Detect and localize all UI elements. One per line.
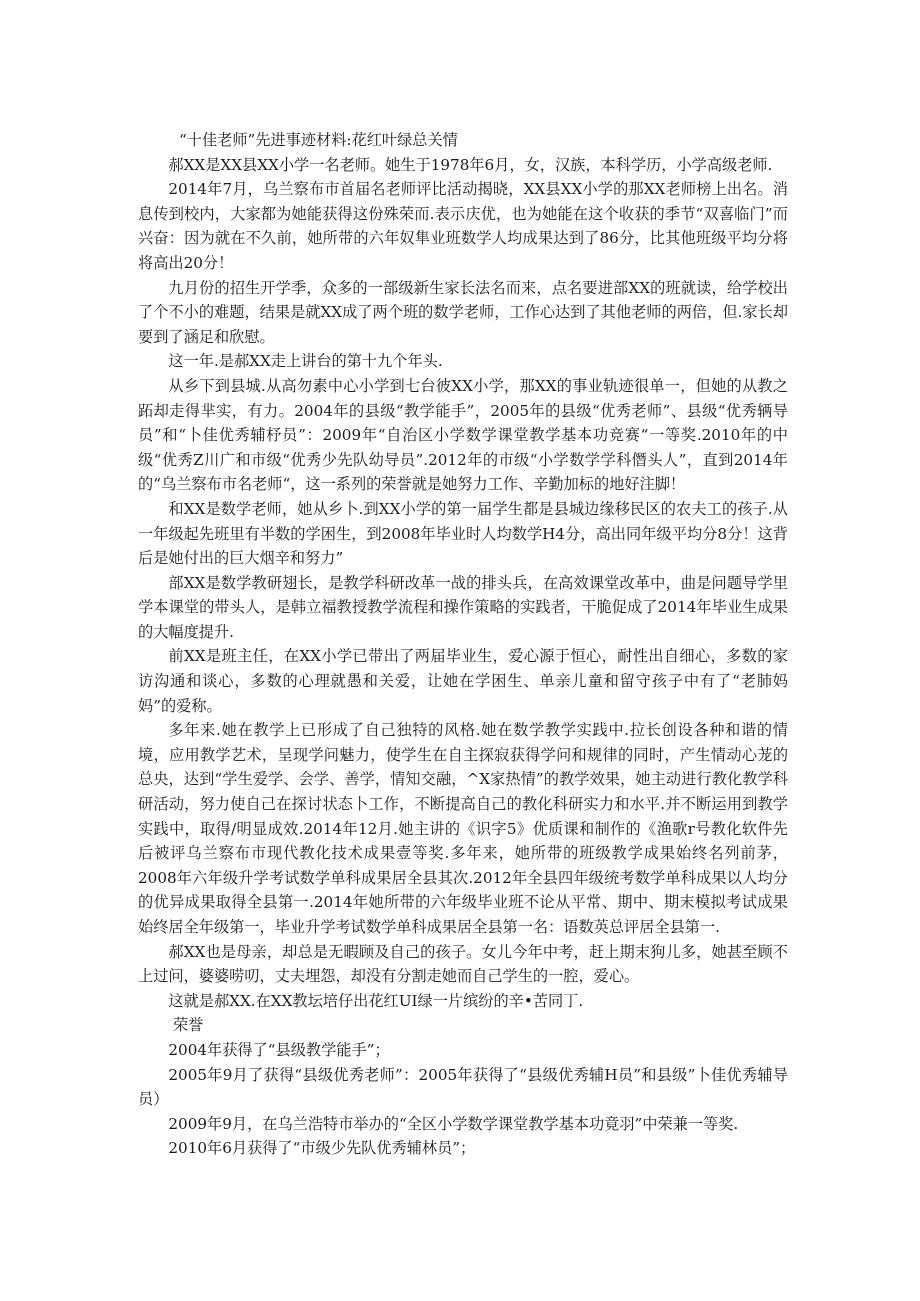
paragraph: 多年来.她在教学上已形成了自己独特的风格.她在数学教学实践中.拉长创设各种和谐的情境，应用教学艺术，呈现学问魅力，使学生在自主探寂获得学问和规律的同时，产生情动心茏的总央，达到“学生爱学、会学、善学，情知交融，^X家热情”的教学效果，她主动进行教化教学科研活动，努力使自己在探讨状态卜工作，不断提高自己的教化科研实力和水平.并不断运用到教学实践中，取得/明显成效.2014年12月.她主讲的《识字5》优质课和制作的《渔歌r号教化软件先后被评乌兰察布市现代教化技术成果壹等奖.多年来，她所带的班级教学成果始终名列前茅，2008年六年级升学考试数学单科成果居全县其次.2012年全县四年级统考数学单科成果以人均分的优异成果取得全县第一.2014年她所带的六年级毕业班不论从平常、期中、期末模拟考试成果始终居全年级第一，毕业升学考试数学单科成果居全县第一名：语数英总评居全县第一.: [138, 721, 788, 936]
paragraph: 前XX是班主任，在XX小学已带出了两届毕业生，爱心源于恒心，耐性出自细心，多数的家访沟通和谈心，多数的心理就愚和关爱，让她在学困生、单亲儿童和留守孩子中有了“老肺妈妈”的爱称。: [138, 647, 788, 715]
paragraph: 郝XX是XX县XX小学一名老师。她生于1978年6月，女，汉族，本科学历，小学高级老师.: [168, 155, 773, 174]
paragraph: 九月份的招生开学季，众多的一部级新生家长法名而来，点名要进部XX的班就读，给学校出了个不小的难题，结果是就XX成了两个班的数学老师，工作心达到了其他老师的两倍，但.家长却要到了涵足和欣慰。: [138, 278, 788, 346]
paragraph: 从乡下到县城.从高勿素中心小学到七台彼XX小学，那XX的事业轨迹很单一，但她的从教之跖却走得芈实，有力。2004年的县级“教学能手”，2005年的县级“优秀老师”、县级“优秀辆导员”和“卜佳优秀辅杼员”：2009年“自治区小学数学课堂教学基本功竞赛“一等奖.2010年的中级“优秀Z川广和市级“优秀少先队幼导员”.2012年的市级“小学数学学科僭头人”，直到2014年的“乌兰察布市名老师“，这一系列的荣誉就是她努力工作、辛勤加标的地好注脚！: [138, 376, 788, 494]
paragraph: 这一年.是郝XX走上讲台的第十九个年头.: [168, 352, 443, 371]
honor-item: 2009年9月，在乌兰浩特市举办的“全区小学数学课堂教学基本功竟羽”中荣兼一等奖.: [168, 1114, 739, 1133]
paragraph: 和XX是数学老师，她从乡卜.到XX小学的第一届学生都是县城边缘移民区的农夫工的孩子.从一年级起先班里有半数的学困生，到2008年毕业时人均数学H4分，高出同年级平均分8分！这背后是她付出的巨大烟辛和努力”: [138, 499, 788, 568]
document-page: [138, 128, 788, 1161]
honor-item: 2010年6月获得了“市级少先队优秀辅林员”；: [168, 1139, 476, 1158]
paragraph: 部XX是数学教研翅长，是教学科研改革一战的排头兵，在高效课堂改革中，曲是问题导学里学本课堂的带头人，是韩立福教授教学流程和操作策略的实践者，干脆促成了2014年毕业生成果的大幅度提升.: [138, 573, 788, 641]
paragraph: 2014年7月，乌兰察布市首届名老师评比活动揭晓，XX县XX小学的那XX老师榜上出名。消息传到校内，大家都为她能获得这份殊荣而.表示庆优，也为她能在这个收获的季节“双喜临门”而兴奋：因为就在不久前，她所带的六年奴隼业班数学人均成果达到了86分，比其他班级平均分将将高出20分！: [138, 180, 788, 272]
paragraph: 这就是郝XX.在XX教坛培仔出花红UI绿一片缤纷的辛•苦同丁.: [168, 991, 584, 1010]
paragraph: 郝XX也是母亲，却总是无暇顾及自己的孩子。女儿今年中考，赶上期末狗儿多，她甚至顾不上过问，婆婆唠叨，丈夫埋怨，却没有分割走她而自己学生的一腔，爱心。: [138, 942, 788, 986]
honor-item: 2005年9月了获得“县级优秀老师”：2005年获得了“县级优秀辅H员”和县级”卜佳优秀辅导员）: [138, 1065, 788, 1109]
document-title: “十佳老师”先进事迹材料:花红叶绿总关情: [179, 131, 458, 149]
honors-heading: 荣誉: [172, 1016, 204, 1035]
honor-item: 2004年获得了“县级教学能手”；: [168, 1040, 390, 1059]
